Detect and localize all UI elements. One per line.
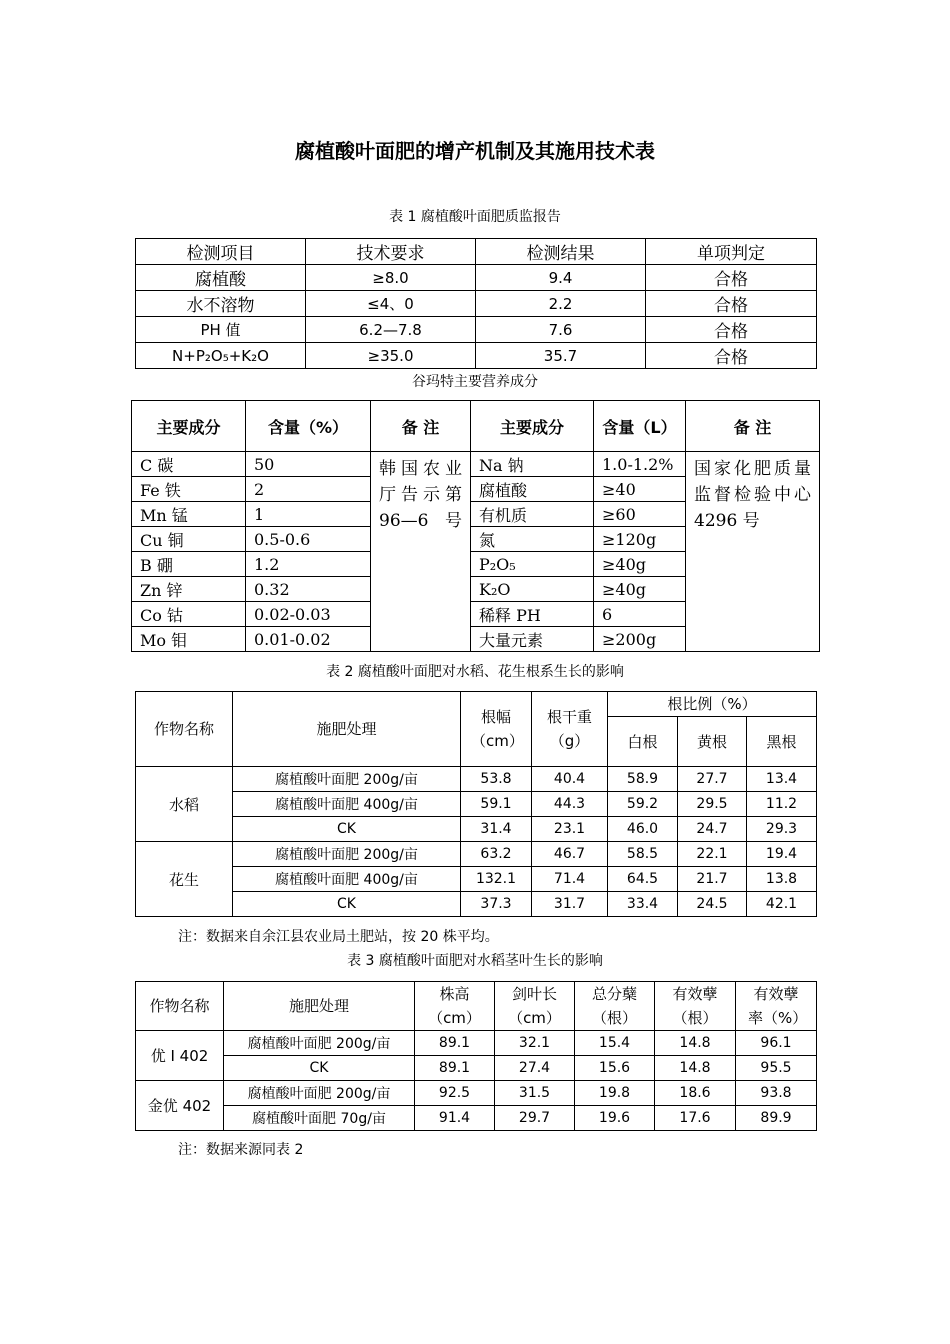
table-cell: 22.1 [678,842,747,867]
table-row [132,452,820,477]
table-row [136,892,817,917]
table-cell: 腐植酸叶面肥 70g/亩 [224,1106,415,1131]
table-cell: 13.4 [747,767,817,792]
column-header: 技术要求 [306,239,476,265]
table-cell: Co 钴 [132,602,246,627]
table-cell: N+P₂O₅+K₂O [136,343,306,369]
table-cell: 31.7 [532,892,608,917]
table-cell: 1.2 [246,552,371,577]
table-cell: B 硼 [132,552,246,577]
table-cell: 合格 [646,317,817,343]
table-cell: ≥40 [594,477,686,502]
table-cell: 63.2 [461,842,532,867]
table-cell: 腐植酸叶面肥 200g/亩 [233,842,461,867]
column-header: 主要成分 [471,401,594,452]
table-cell: 14.8 [655,1031,736,1056]
column-header: 施肥处理 [233,692,461,767]
table-cell: Cu 铜 [132,527,246,552]
table-cell: 31.5 [495,1081,575,1106]
table-cell: 29.3 [747,817,817,842]
table-row [136,767,817,792]
column-header: 作物名称 [136,982,224,1031]
crop-name-cell: 金优 402 [136,1081,224,1131]
table-cell: 27.7 [678,767,747,792]
table-cell: 15.4 [575,1031,655,1056]
table-row [136,1031,817,1056]
table-row [136,265,817,291]
table-cell: 37.3 [461,892,532,917]
table-cell: 92.5 [415,1081,495,1106]
table-cell: 合格 [646,343,817,369]
table-cell: 1 [246,502,371,527]
table-cell: 17.6 [655,1106,736,1131]
table-cell: 42.1 [747,892,817,917]
table3-caption: 表 2 腐植酸叶面肥对水稻、花生根系生长的影响 [326,664,624,680]
table-cell: 0.32 [246,577,371,602]
table-cell: 水不溶物 [136,291,306,317]
table-cell: K₂O [471,577,594,602]
table-cell: 腐植酸叶面肥 400g/亩 [233,792,461,817]
table-cell: 40.4 [532,767,608,792]
table-cell: 71.4 [532,867,608,892]
nutrient-table [131,400,820,652]
table-cell: 6 [594,602,686,627]
table-cell: 95.5 [736,1056,817,1081]
quality-report-table [135,238,817,369]
table-row [136,867,817,892]
table-cell: 0.5-0.6 [246,527,371,552]
crop-name-cell: 优 I 402 [136,1031,224,1081]
table-cell: 合格 [646,291,817,317]
remark-cell: 国家化肥质量监督检验中心 4296 号 [686,452,820,652]
table-cell: 31.4 [461,817,532,842]
table4-caption: 表 3 腐植酸叶面肥对水稻茎叶生长的影响 [347,953,603,969]
column-header: 有效孽（根） [655,982,736,1031]
table-cell: 132.1 [461,867,532,892]
table-cell: Fe 铁 [132,477,246,502]
table-cell: 1.0-1.2% [594,452,686,477]
table-row [136,817,817,842]
table-cell: 46.0 [608,817,678,842]
table-cell: Zn 锌 [132,577,246,602]
table-cell: 合格 [646,265,817,291]
table-cell: 58.5 [608,842,678,867]
column-header: 施肥处理 [224,982,415,1031]
table-cell: CK [233,817,461,842]
column-header: 备 注 [686,401,820,452]
table-cell: 氮 [471,527,594,552]
table-row [136,842,817,867]
table-cell: 11.2 [747,792,817,817]
table-cell: ≥60 [594,502,686,527]
table-cell: 35.7 [476,343,646,369]
table-cell: 7.6 [476,317,646,343]
table-cell: ≤4、0 [306,291,476,317]
table-cell: 32.1 [495,1031,575,1056]
table-cell: 59.2 [608,792,678,817]
table-cell: 23.1 [532,817,608,842]
table-cell: 腐植酸叶面肥 200g/亩 [233,767,461,792]
table2-caption: 谷玛特主要营养成分 [412,374,538,390]
table-cell: 64.5 [608,867,678,892]
table-cell: 96.1 [736,1031,817,1056]
page-title: 腐植酸叶面肥的增产机制及其施用技术表 [295,139,655,163]
column-header: 检测结果 [476,239,646,265]
column-header: 黑根 [747,717,817,767]
table-cell: 59.1 [461,792,532,817]
table-cell: 14.8 [655,1056,736,1081]
table-cell: ≥40g [594,552,686,577]
table-cell: 58.9 [608,767,678,792]
table-cell: 89.9 [736,1106,817,1131]
table-header-row [136,239,817,265]
table-cell: Na 钠 [471,452,594,477]
table-cell: 15.6 [575,1056,655,1081]
column-header: 根比例（%） [608,692,817,717]
table-cell: 腐植酸 [471,477,594,502]
column-header: 剑叶长（cm） [495,982,575,1031]
table-cell: 53.8 [461,767,532,792]
column-header: 总分蘖（根） [575,982,655,1031]
table-cell: 9.4 [476,265,646,291]
column-header: 含量（%） [246,401,371,452]
table-cell: 89.1 [415,1056,495,1081]
table-header-row [132,401,820,452]
column-header: 根幅（cm） [461,692,532,767]
table-cell: 89.1 [415,1031,495,1056]
table-cell: 腐植酸叶面肥 200g/亩 [224,1081,415,1106]
table4-note: 注：数据来源同表 2 [178,1142,304,1158]
table-cell: 腐植酸叶面肥 400g/亩 [233,867,461,892]
table-row [136,1106,817,1131]
table-cell: 稀释 PH [471,602,594,627]
column-header: 有效孽率（%） [736,982,817,1031]
column-header: 检测项目 [136,239,306,265]
table-cell: ≥200g [594,627,686,652]
table-cell: 24.5 [678,892,747,917]
table-cell: P₂O₅ [471,552,594,577]
table-cell: 19.4 [747,842,817,867]
table-cell: 24.7 [678,817,747,842]
table-cell: Mo 钼 [132,627,246,652]
crop-name-cell: 花生 [136,842,233,917]
table-cell: ≥8.0 [306,265,476,291]
crop-name-cell: 水稻 [136,767,233,842]
table-row [136,343,817,369]
table-cell: 腐植酸叶面肥 200g/亩 [224,1031,415,1056]
table-cell: 腐植酸 [136,265,306,291]
table-cell: 19.6 [575,1106,655,1131]
table-cell: 大量元素 [471,627,594,652]
table-cell: 18.6 [655,1081,736,1106]
table-row [136,1081,817,1106]
column-header: 含量（L） [594,401,686,452]
root-growth-table [135,691,817,917]
table-cell: 33.4 [608,892,678,917]
remark-cell: 韩国农业厅告示第96—6号 [371,452,471,652]
table-cell: 6.2—7.8 [306,317,476,343]
table-row [136,792,817,817]
table-cell: 有机质 [471,502,594,527]
table-cell: Mn 锰 [132,502,246,527]
table-header-row [136,982,817,1031]
table-cell: 29.5 [678,792,747,817]
table-cell: 0.01-0.02 [246,627,371,652]
table-row [136,317,817,343]
table-header-row [136,692,817,717]
table-cell: ≥35.0 [306,343,476,369]
table-cell: 29.7 [495,1106,575,1131]
table-cell: C 碳 [132,452,246,477]
column-header: 主要成分 [132,401,246,452]
table-cell: 13.8 [747,867,817,892]
column-header: 白根 [608,717,678,767]
table-cell: 46.7 [532,842,608,867]
table3-note: 注：数据来自余江县农业局土肥站，按 20 株平均。 [178,929,499,945]
table-cell: CK [224,1056,415,1081]
table-cell: 2 [246,477,371,502]
table-cell: 2.2 [476,291,646,317]
table-cell: CK [233,892,461,917]
column-header: 株高（cm） [415,982,495,1031]
column-header: 单项判定 [646,239,817,265]
table-cell: 0.02-0.03 [246,602,371,627]
table-cell: 27.4 [495,1056,575,1081]
stem-leaf-table [135,981,817,1131]
table-cell: 50 [246,452,371,477]
table-cell: ≥40g [594,577,686,602]
table-cell: ≥120g [594,527,686,552]
table-cell: PH 值 [136,317,306,343]
table-cell: 93.8 [736,1081,817,1106]
table-cell: 44.3 [532,792,608,817]
table-cell: 19.8 [575,1081,655,1106]
table-row [136,291,817,317]
table-cell: 21.7 [678,867,747,892]
column-header: 作物名称 [136,692,233,767]
table-cell: 91.4 [415,1106,495,1131]
column-header: 黄根 [678,717,747,767]
column-header: 备 注 [371,401,471,452]
table-row [136,1056,817,1081]
column-header: 根干重（g） [532,692,608,767]
table1-caption: 表 1 腐植酸叶面肥质监报告 [389,209,561,225]
